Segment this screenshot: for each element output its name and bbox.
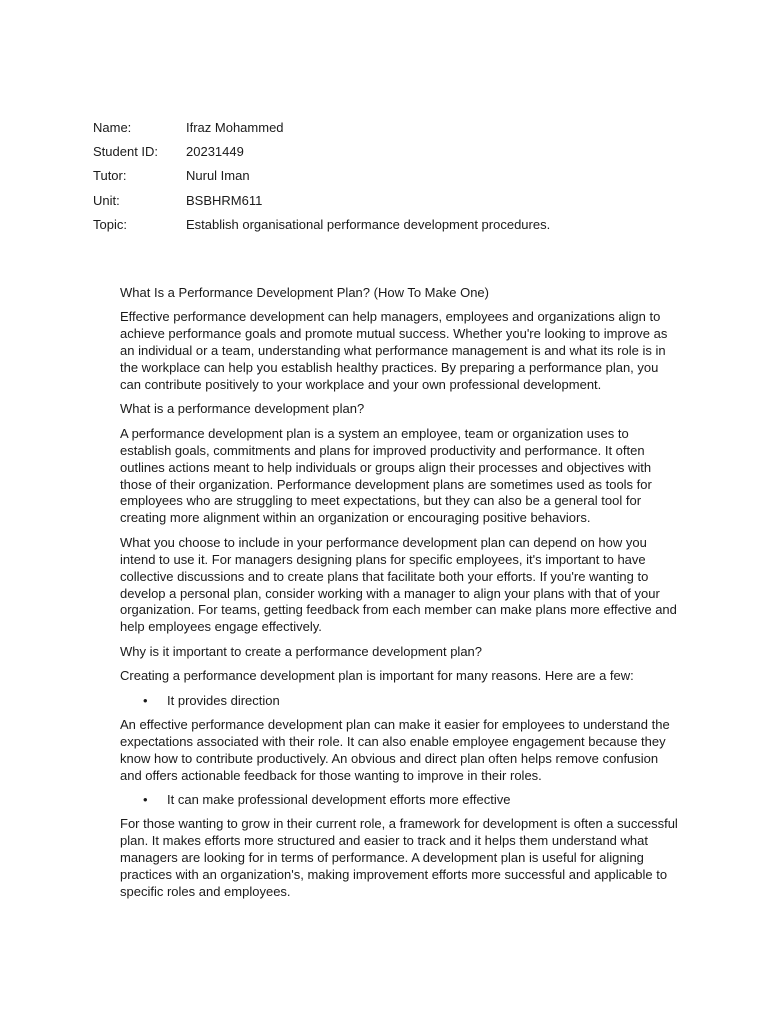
topic-value: Establish organisational performance development procedures. [186,216,551,232]
name-row [93,116,550,140]
unit-value: BSBHRM611 [186,192,263,208]
bullet-text-1: It provides direction [167,692,280,708]
document-body [120,285,680,909]
topic-label: Topic: [93,216,127,232]
document-title: What Is a Performance Development Plan? (How To Make One) [120,285,489,300]
answer-paragraph-1: A performance development plan is a system an employee, team or organization uses to establish goals, commitments and plans for improved productivity and performance. It often outlines actions meant to help individuals or groups align their processes and objectives with those of their organization. Performance development plans are sometimes used as tools for employees who are struggling to meet expectations, but they can also be a general tool for creating more alignment within an organization or encouraging positive behaviors. [120,425,652,526]
student-id-row [93,140,550,164]
student-details [93,116,550,237]
answer-paragraph-2: What you choose to include in your performance development plan can depend on how you intend to use it. For managers designing plans for specific employees, it's important to have collective discussions and to create plans that facilitate both your efforts. If you're wanting to develop a personal plan, consider working with a manager to align your plans with that of your organization. For teams, getting feedback from each member can make plans more effective and help employees engage effectively. [120,534,677,635]
topic-row [93,213,550,237]
bullet-paragraph-2: For those wanting to grow in their current role, a framework for development is often a successful plan. It makes efforts more structured and easier to track and it helps them understand what managers are looking for in terms of performance. A development plan is useful for aligning practices with an organization's, making improvement efforts more successful and applicable to specific roles and employees. [120,816,678,900]
question-heading-1: What is a performance development plan? [120,401,365,417]
bullet-text-2: It can make professional development efforts more effective [167,792,511,808]
question-heading-2: Why is it important to create a performance development plan? [120,643,483,659]
bullet-icon: • [143,792,148,808]
unit-label: Unit: [93,192,120,208]
name-label: Name: [93,120,132,135]
intro-paragraph: Effective performance development can help managers, employees and organizations align to achieve performance goals and promote mutual success. Whether you're looking to improve as an individual or a team, understanding what performance management is and what its role is in the workplace can help you establish healthy practices. By preparing a performance plan, you can contribute positively to your workplace and your own professional development. [120,309,668,393]
tutor-label: Tutor: [93,168,127,184]
unit-row [93,189,550,213]
student-id-label: Student ID: [93,144,159,160]
bullet-item-1 [120,693,680,710]
name-value: Ifraz Mohammed [186,120,284,135]
student-id-value: 20231449 [186,144,244,160]
answer-paragraph-3: Creating a performance development plan is important for many reasons. Here are a few: [120,668,634,684]
tutor-value: Nurul Iman [186,168,250,184]
bullet-paragraph-1: An effective performance development plan can make it easier for employees to understand the expectations associated with their role. It can also enable employee engagement because they know how to contribute productively. An obvious and direct plan often helps remove confusion and offers actionable feedback for those wanting to improve in their roles. [120,716,670,783]
tutor-row [93,164,550,188]
bullet-icon: • [143,692,148,708]
bullet-item-2 [120,792,680,809]
